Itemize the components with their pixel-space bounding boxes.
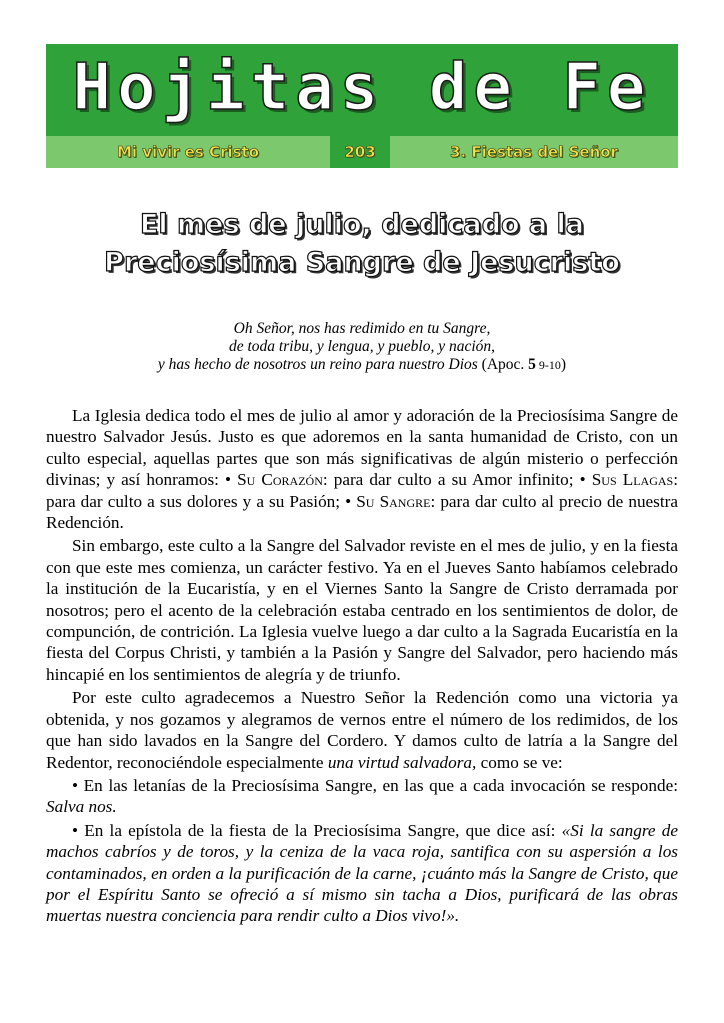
paragraph-4-text: • En las letanías de la Preciosísima Sangre, en las que a cada invocación se responde:: [72, 775, 678, 795]
header-banner: [46, 44, 678, 168]
paragraph-4: [46, 775, 678, 818]
article-body: [46, 405, 678, 929]
epigraph-line-2: de toda tribu, y lengua, y pueblo, y nación,: [228, 338, 496, 355]
epigraph-line-1: Oh Señor, nos has redimido en tu Sangre,: [233, 320, 491, 337]
epigraph-line-3: [46, 356, 678, 374]
epigraph-line-3-text: y has hecho de nosotros un reino para nuestro Dios: [157, 356, 478, 373]
paragraph-1-text-d: : para dar culto al precio de nuestra Redención.: [46, 491, 678, 533]
reference-close: ): [560, 356, 567, 373]
paragraph-3-text-b: como se ve:: [476, 752, 563, 772]
article-title: [46, 206, 678, 282]
epigraph-reference: [478, 356, 566, 373]
article-title-line-2: Preciosísima Sangre de Jesucristo: [104, 247, 620, 278]
reference-chapter: 5: [528, 356, 536, 373]
banner-info-bar: [46, 136, 678, 168]
su-corazon: Su Corazón: [237, 470, 323, 490]
paragraph-5-text: • En la epístola de la fiesta de la Preciosísima Sangre, que dice así:: [72, 820, 562, 840]
epigraph: [46, 320, 678, 374]
paragraph-3-text-a: Por este culto agradecemos a Nuestro Señor la Redención como una victoria ya obtenida, y nos gozamos y alegramos de vernos entre el número de los redimidos, de los que han sido lavados en la Sangre del Cordero. Y damos culto de latría a la Sangre del Redentor, reconociéndole especialmente: [46, 688, 678, 772]
banner-title-bar: [46, 44, 678, 136]
paragraph-1-text-a: La Iglesia dedica todo el mes de julio al amor y adoración de la Preciosísima Sangre de nuestro Salvador Jesús. Justo es que adoremos en la santa humanidad de Cristo, con un culto especial, aquellas partes que son más significativas de algún misterio o perfección divinas; y así honramos: •: [46, 406, 678, 490]
paragraph-3-emphasis: una virtud salvadora,: [327, 752, 477, 772]
reference-open: (Apoc.: [477, 356, 529, 373]
paragraph-1-text-c: : para dar culto a sus dolores y a su Pasión; •: [46, 470, 678, 511]
magazine-title: Hojitas de Fe: [72, 51, 652, 125]
su-sangre: Su Sangre: [356, 491, 431, 511]
paragraph-4-emphasis: Salva nos.: [46, 797, 117, 817]
paragraph-5: [46, 820, 678, 927]
reference-verses: 9-10: [535, 358, 561, 372]
section-label: 3. Fiestas del Señor: [450, 143, 618, 161]
sus-llagas: Sus Llagas: [591, 470, 674, 490]
series-label: Mi vivir es Cristo: [116, 143, 260, 161]
paragraph-5-quote: «Si la sangre de machos cabríos y de toros, y la ceniza de la vaca roja, santifica con su aspersión a los contaminados, en orden a la purificación de la carne, ¡cuánto más la Sangre de Cristo, que por el Espíritu Santo se ofreció a sí mismo sin tacha a Dios, purificará de las obras muertas nuestra conciencia para rendir culto a Dios vivo!».: [46, 820, 678, 926]
issue-number: 203: [330, 136, 390, 168]
paragraph-3: [46, 687, 678, 773]
paragraph-1-text-b: : para dar culto a su Amor infinito; •: [322, 470, 592, 490]
paragraph-2: Sin embargo, este culto a la Sangre del Salvador reviste en el mes de julio, y en la fiesta con que este mes comienza, un carácter festivo. Ya en el Jueves Santo habíamos celebrado la institución de la Eucaristía, y en el Viernes Santo la Sangre de Cristo derramada por nosotros; pero el acento de la celebración estaba centrado en los sentimientos de dolor, de compunción, de contrición. La Iglesia vuelve luego a dar culto a la Sagrada Eucaristía en la fiesta del Corpus Christi, y también a la Pasión y Sangre del Salvador, pero haciendo más hincapié en los sentimientos de alegría y de triunfo.: [46, 536, 678, 684]
paragraph-1: [46, 405, 678, 533]
article-title-line-1: El mes de julio, dedicado a la: [139, 209, 585, 240]
